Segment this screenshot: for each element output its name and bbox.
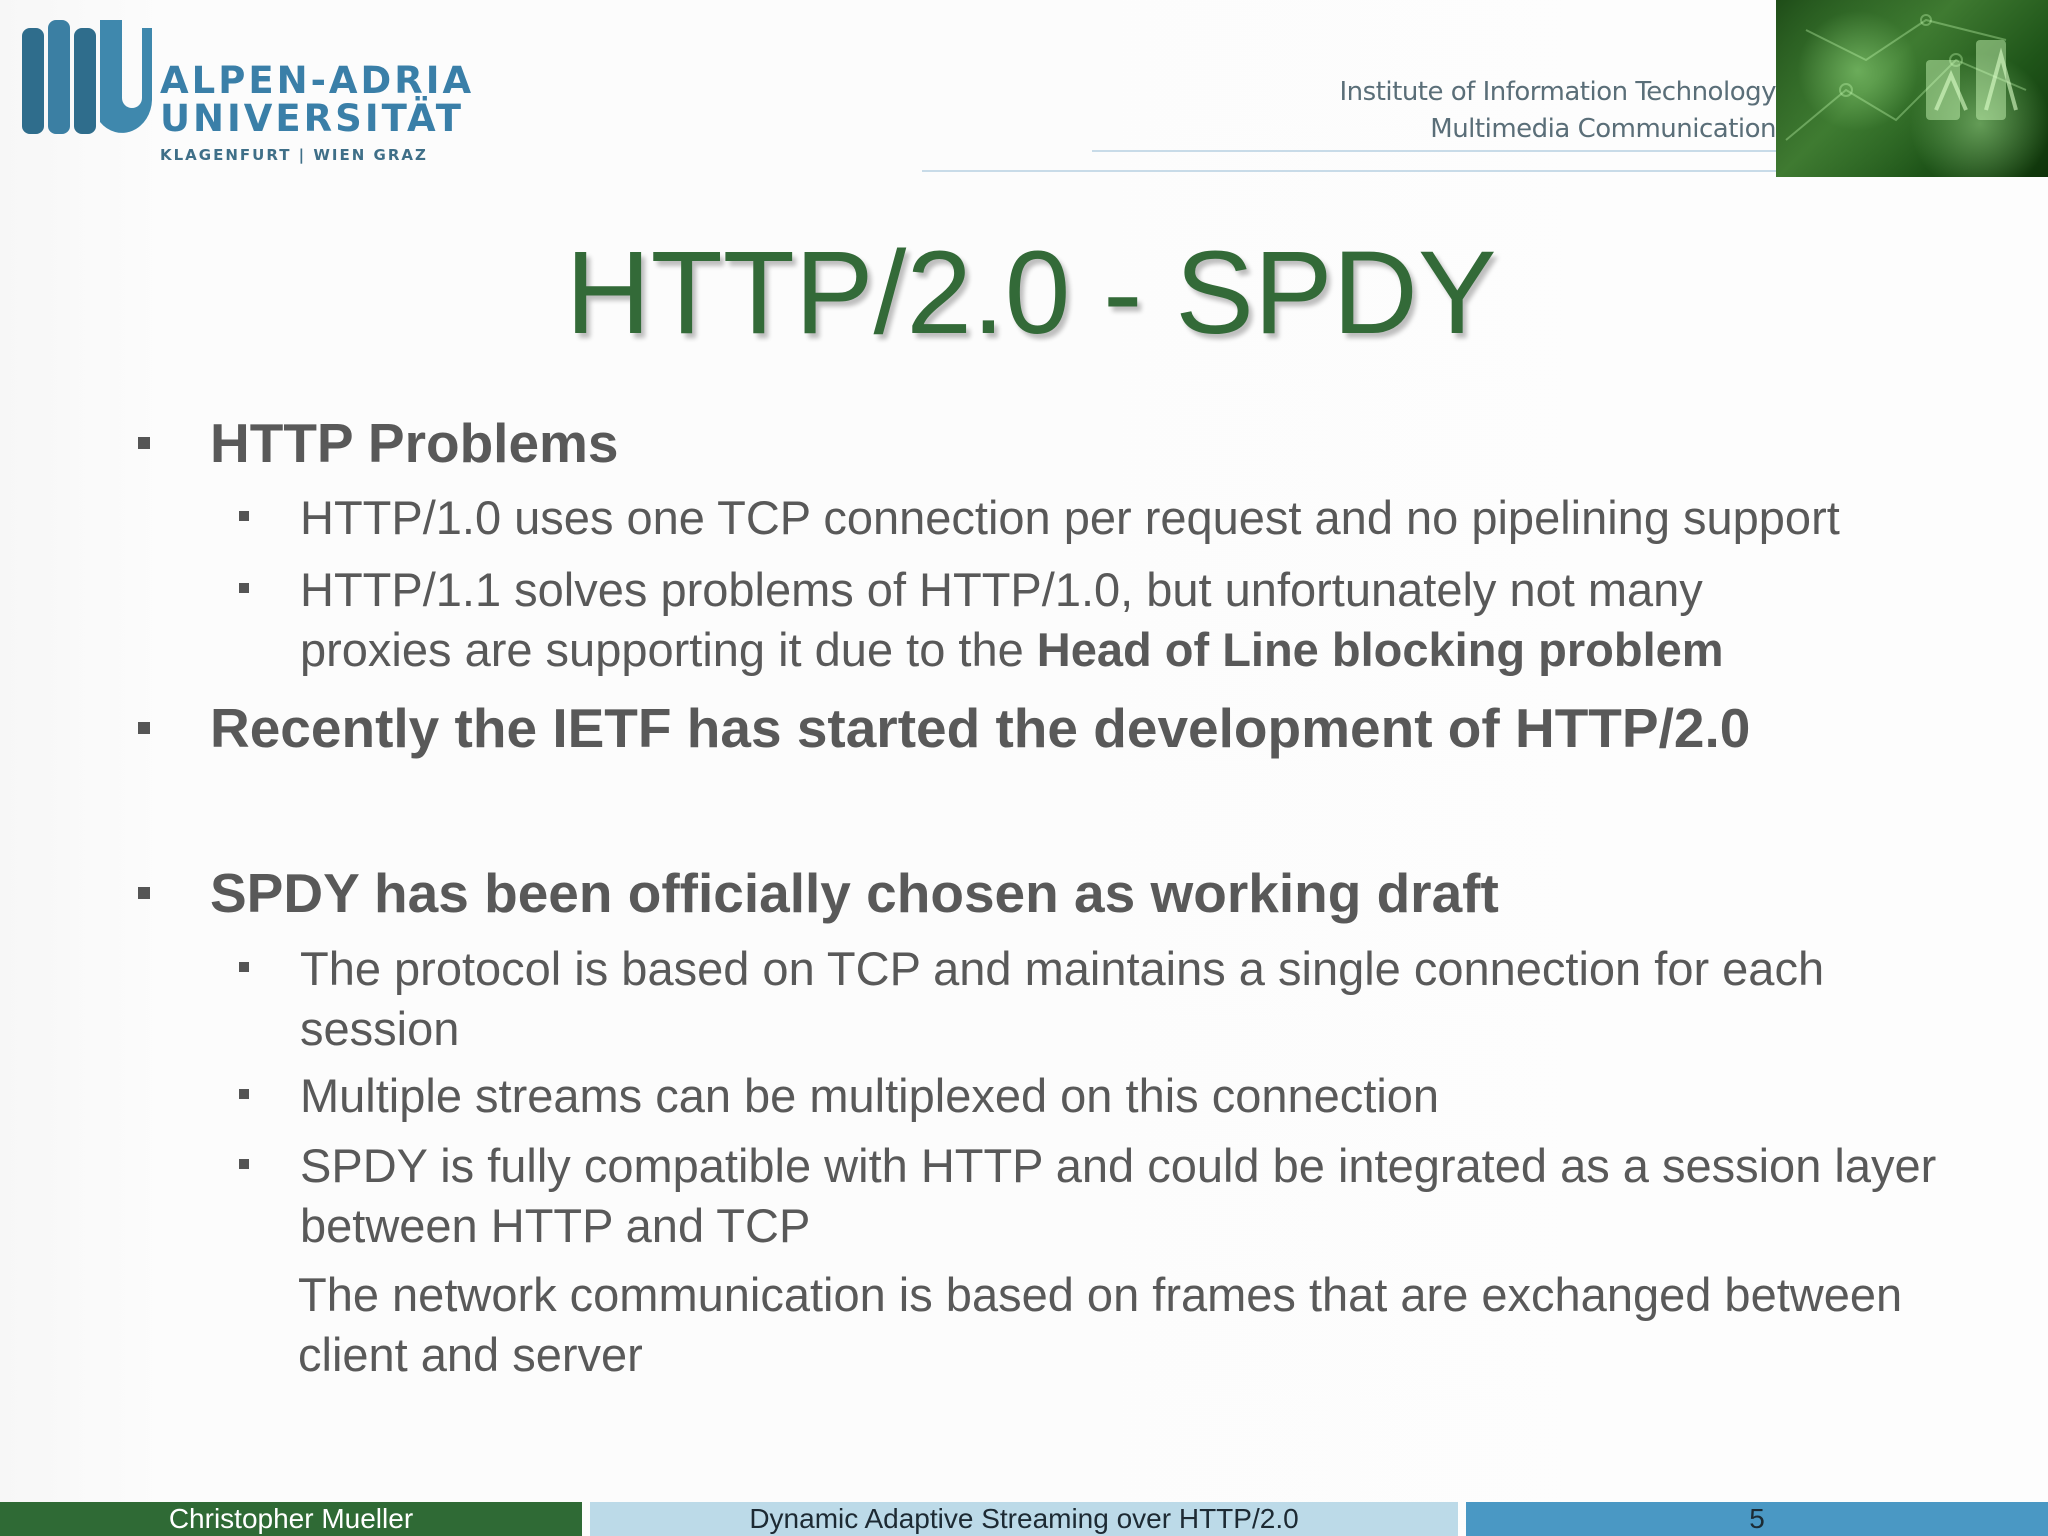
- bullet-text-line: proxies are supporting it due to the: [300, 623, 1037, 676]
- bullet-marker-icon: [138, 887, 150, 899]
- bullet-text-line: session: [300, 1002, 460, 1055]
- bullet-text-line: SPDY is fully compatible with HTTP and could be integrated as a session layer: [300, 1139, 1937, 1192]
- footer-author: Christopher Mueller: [0, 1502, 582, 1536]
- logo-line-2: UNIVERSITÄT: [160, 97, 464, 140]
- bullet-marker-icon: [239, 511, 249, 521]
- bullet-text-line: between HTTP and TCP: [300, 1199, 811, 1252]
- bullet-level2: HTTP/1.0 uses one TCP connection per request and no pipelining support: [300, 491, 1840, 544]
- slide-title: HTTP/2.0 - SPDY: [565, 227, 1497, 359]
- bullet-level2: [300, 560, 1724, 680]
- bullet-emphasis: Head of Line blocking problem: [1036, 623, 1724, 676]
- slide-footer: [0, 1502, 2048, 1536]
- logo-line-1: ALPEN-ADRIA: [160, 59, 475, 102]
- bullet-level1: Recently the IETF has started the development of HTTP/2.0: [210, 697, 1751, 759]
- bullet-level2: Multiple streams can be multiplexed on this connection: [300, 1069, 1440, 1122]
- bullet-marker-icon: [239, 1089, 249, 1099]
- bullet-marker-icon: [239, 583, 249, 593]
- bullet-text-line: client and server: [298, 1328, 643, 1381]
- bullet-marker-icon: [239, 1159, 249, 1169]
- bullet-level1: HTTP Problems: [210, 412, 619, 474]
- bullet-text-line: HTTP/1.1 solves problems of HTTP/1.0, but unfortunately not many: [300, 563, 1703, 616]
- bullet-level2: [300, 939, 1824, 1059]
- bullet-marker-icon: [239, 962, 249, 972]
- bullet-level2-continuation: [298, 1265, 1902, 1385]
- bullet-text-line: The network communication is based on frames that are exchanged between: [298, 1268, 1903, 1321]
- footer-talk-title: Dynamic Adaptive Streaming over HTTP/2.0: [590, 1502, 1458, 1536]
- footer-page-number: 5: [1466, 1502, 2048, 1536]
- bullet-marker-icon: [138, 722, 150, 734]
- bullet-text-line: The protocol is based on TCP and maintains a single connection for each: [300, 942, 1825, 995]
- department-name: Multimedia Communication: [1430, 114, 1776, 144]
- institute-name: Institute of Information Technology: [1339, 77, 1776, 107]
- bullet-level1: SPDY has been officially chosen as working draft: [210, 862, 1499, 924]
- logo-line-3: KLAGENFURT | WIEN GRAZ: [160, 146, 428, 164]
- bullet-marker-icon: [138, 437, 150, 449]
- bullet-level2: [300, 1136, 1936, 1256]
